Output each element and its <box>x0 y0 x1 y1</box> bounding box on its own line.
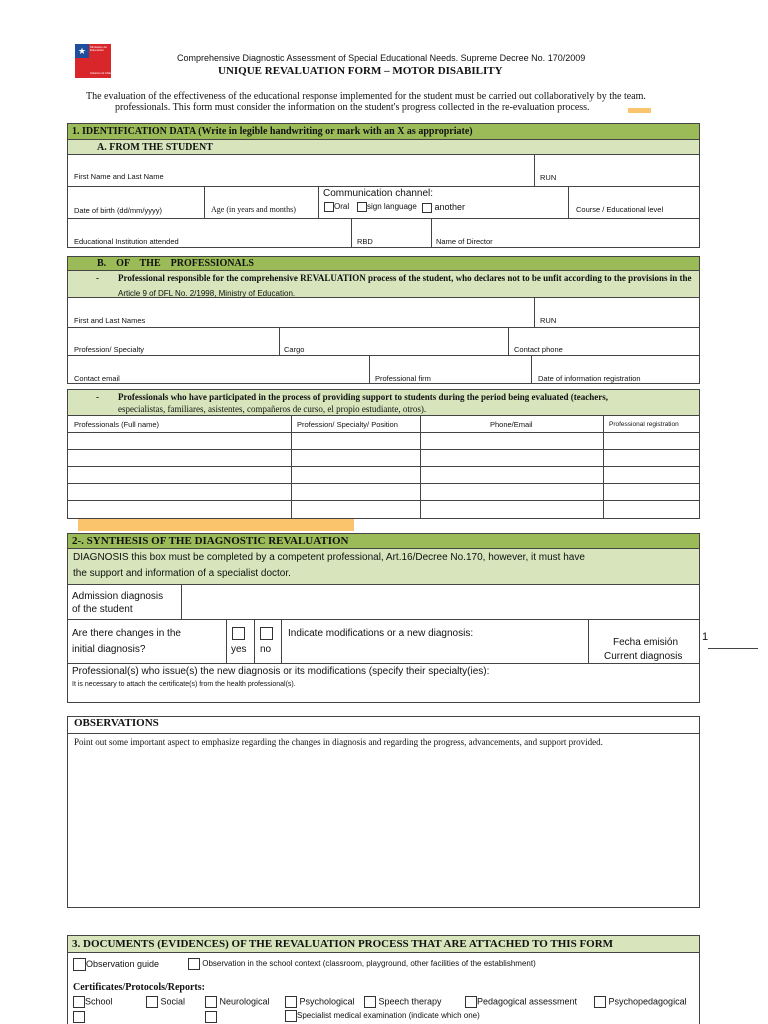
table-header-contact: Phone/Email <box>490 420 533 429</box>
logo-text: Ministerio de Educación <box>90 46 108 53</box>
checkbox-oral[interactable] <box>324 202 334 212</box>
cargo-field[interactable]: Cargo <box>284 345 305 354</box>
yes-label: yes <box>231 644 247 655</box>
date-of-birth-field[interactable]: Date of birth (dd/mm/yyyy) <box>74 206 162 215</box>
cert-specialist-exam[interactable]: Specialist medical examination (indicate which one) <box>285 1010 480 1022</box>
section2-header: 2-. SYNTHESIS OF THE DIAGNOSTIC REVALUATION <box>67 533 700 549</box>
checkbox-social[interactable] <box>146 996 158 1008</box>
prof-run-field[interactable]: RUN <box>540 316 557 325</box>
contact-email-field[interactable]: Contact email <box>74 374 120 383</box>
cert-social[interactable]: Social <box>146 996 185 1008</box>
form-subtitle: Comprehensive Diagnostic Assessment of Special Educational Needs. Supreme Decree No. 170/2009 <box>177 53 586 63</box>
checkbox-extra-2[interactable] <box>205 1011 217 1023</box>
profession-field[interactable]: Profession/ Specialty <box>74 345 145 354</box>
page-note-line <box>708 648 758 649</box>
communication-channel-label: Communication channel: <box>323 188 434 199</box>
section1-header: 1. IDENTIFICATION DATA (Write in legible handwriting or mark with an X as appropriate) <box>67 123 700 140</box>
changes-label-2: initial diagnosis? <box>72 644 146 655</box>
issue-date-label: Fecha emisión <box>613 637 679 648</box>
participants-line-1: Professionals who have participated in the process of providing support to students during the period being evaluated (teachers, <box>118 392 609 402</box>
table-header-registration: Professional registration <box>609 421 679 428</box>
diagnosis-line-2: the support and information of a specialist doctor. <box>73 568 291 579</box>
checkbox-observation-school[interactable] <box>188 958 200 970</box>
observations-header: OBSERVATIONS <box>74 717 159 729</box>
checkbox-no[interactable] <box>260 627 273 640</box>
checkbox-school[interactable] <box>73 996 85 1008</box>
director-field[interactable]: Name of Director <box>436 237 493 246</box>
table-header-name: Professionals (Full name) <box>74 420 160 429</box>
professional-fields <box>67 298 700 384</box>
cert-neurological[interactable]: Neurological <box>205 996 270 1008</box>
intro-line-1: The evaluation of the effectiveness of the educational response implemented for the student must be carried out collaboratively by the team. <box>86 91 646 102</box>
checkbox-extra-1[interactable] <box>73 1011 85 1023</box>
cert-psychological[interactable]: Psychological <box>285 996 355 1008</box>
checkbox-observation-guide[interactable] <box>73 958 86 971</box>
cert-speech-therapy[interactable]: Speech therapy <box>364 996 442 1008</box>
observation-guide-option[interactable]: Observation guide <box>73 958 159 971</box>
section3-header: 3. DOCUMENTS (EVIDENCES) OF THE REVALUATION PROCESS THAT ARE ATTACHED TO THIS FORM <box>67 935 700 953</box>
course-level-field[interactable]: Course / Educational level <box>576 205 664 214</box>
modifications-field[interactable]: Indicate modifications or a new diagnosis: <box>288 628 474 639</box>
rbd-field[interactable]: RBD <box>357 237 373 246</box>
age-field[interactable]: Age (in years and months) <box>211 205 296 214</box>
checkbox-psychological[interactable] <box>285 996 297 1008</box>
cert-pedagogical[interactable]: Pedagogical assessment <box>465 996 577 1008</box>
professional-firm-field[interactable]: Professional firm <box>375 374 431 383</box>
comm-sign-option[interactable]: sign language <box>357 202 417 212</box>
registration-date-field[interactable]: Date of information registration <box>538 374 641 383</box>
certificates-label: Certificates/Protocols/Reports: <box>73 982 205 993</box>
no-label: no <box>260 644 272 655</box>
highlight-bar <box>78 519 354 531</box>
institution-field[interactable]: Educational Institution attended <box>74 237 179 246</box>
checkbox-yes[interactable] <box>232 627 245 640</box>
observation-school-option[interactable]: Observation in the school context (classroom, playground, other facilities of the establishment) <box>188 958 536 970</box>
checkbox-specialist-exam[interactable] <box>285 1010 297 1022</box>
student-run-field[interactable]: RUN <box>540 173 557 182</box>
checkbox-speech-therapy[interactable] <box>364 996 376 1008</box>
comm-oral-option[interactable]: Oral <box>324 202 349 212</box>
page-note-number: 1 <box>702 631 709 643</box>
prof-resp-line-2: Article 9 of DFL No. 2/1998, Ministry of Education. <box>118 289 296 298</box>
checkbox-psychopedagogical[interactable] <box>594 996 606 1008</box>
intro-line-2: professionals. This form must consider the information on the student's progress collected in the re-evaluation process. <box>115 102 590 113</box>
changes-label-1: Are there changes in the <box>72 628 181 639</box>
contact-phone-field[interactable]: Contact phone <box>514 345 563 354</box>
admission-diagnosis-label-2: of the student <box>72 604 133 615</box>
cert-school[interactable]: School <box>73 996 113 1008</box>
checkbox-sign-language[interactable] <box>357 202 367 212</box>
participants-line-2: especialistas, familiares, asistentes, compañeros de curso, el propio estudiante, otros). <box>118 404 427 414</box>
cert-psychopedagogical[interactable]: Psychopedagogical <box>594 996 687 1008</box>
prof-resp-line-1: Professional responsible for the comprehensive REVALUATION process of the student, who declares not to be unfit according to the provisions in the <box>118 273 692 283</box>
highlight-mark <box>628 108 651 113</box>
ministry-logo <box>75 44 111 78</box>
current-diagnosis-label: Current diagnosis <box>604 651 683 662</box>
admission-diagnosis-label-1: Admission diagnosis <box>72 591 164 602</box>
comm-another-option[interactable]: another <box>422 202 465 213</box>
admission-diagnosis-input[interactable] <box>183 586 699 618</box>
checkbox-pedagogical-assessment[interactable] <box>465 996 477 1008</box>
form-title: UNIQUE REVALUATION FORM – MOTOR DISABILITY <box>218 65 503 77</box>
checkbox-neurological[interactable] <box>205 996 217 1008</box>
observations-text[interactable]: Point out some important aspect to emphasize regarding the changes in diagnosis and regarding the progress, advancements, and support provided. <box>74 737 603 747</box>
table-header-profession: Profession/ Specialty/ Position <box>297 420 398 429</box>
star-icon: ★ <box>78 46 87 56</box>
prof-name-field[interactable]: First and Last Names <box>74 316 146 325</box>
logo-subtext: Gobierno de Chile <box>90 72 111 75</box>
first-last-name-field[interactable]: First Name and Last Name <box>74 172 164 181</box>
subsection-b-header: B. OF THE PROFESSIONALS <box>67 256 700 271</box>
attach-note: It is necessary to attach the certificate(s) from the health professional(s). <box>72 681 296 688</box>
issuers-label[interactable]: Professional(s) who issue(s) the new diagnosis or its modifications (specify their specialty(ies): <box>72 666 490 677</box>
checkbox-another[interactable] <box>422 203 432 213</box>
diagnosis-line-1: DIAGNOSIS this box must be completed by a competent professional, Art.16/Decree No.170, however, it must have <box>73 552 585 563</box>
subsection-a-header: A. FROM THE STUDENT <box>67 140 700 155</box>
